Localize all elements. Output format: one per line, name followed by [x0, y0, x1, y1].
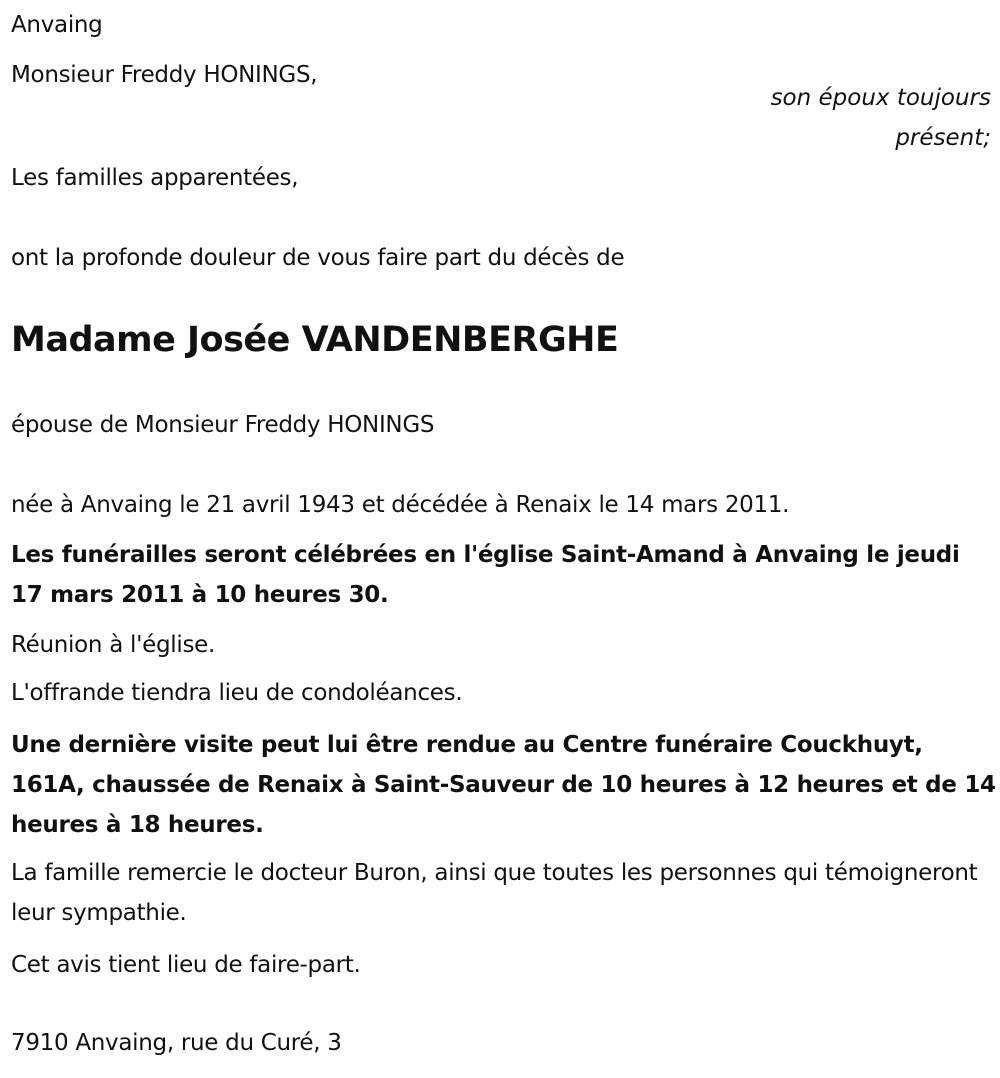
deceased-name: Madame Josée VANDENBERGHE — [11, 320, 619, 360]
location-header: Anvaing — [11, 12, 103, 38]
funeral-details: Les funérailles seront célébrées en l'église Saint-Amand à Anvaing le jeudi 17 mars 2011 à 10 heures 30. — [11, 542, 960, 608]
address-line: 7910 Anvaing, rue du Curé, 3 — [11, 1030, 342, 1056]
relation-line: épouse de Monsieur Freddy HONINGS — [11, 412, 435, 438]
offering-line: L'offrande tiendra lieu de condoléances. — [11, 680, 463, 706]
announcement-line: ont la profonde douleur de vous faire part du décès de — [11, 245, 625, 271]
spouse-note-line2: présent; — [895, 125, 991, 151]
notice-statement: Cet avis tient lieu de faire-part. — [11, 952, 361, 978]
spouse-line: Monsieur Freddy HONINGS, — [11, 62, 318, 88]
families-line: Les familles apparentées, — [11, 165, 299, 191]
spouse-note-line1: son époux toujours — [770, 85, 991, 111]
visit-details: Une dernière visite peut lui être rendue au Centre funéraire Couckhuyt, 161A, chaussée de Renaix à Saint-Sauveur de 10 heures à 12 heures et de 14 heures à 18 heures. — [11, 732, 996, 838]
meeting-line: Réunion à l'église. — [11, 632, 215, 658]
thanks-paragraph: La famille remercie le docteur Buron, ainsi que toutes les personnes qui témoigneront leur sympathie. — [11, 860, 978, 926]
birth-death-line: née à Anvaing le 21 avril 1943 et décédée à Renaix le 14 mars 2011. — [11, 492, 790, 518]
